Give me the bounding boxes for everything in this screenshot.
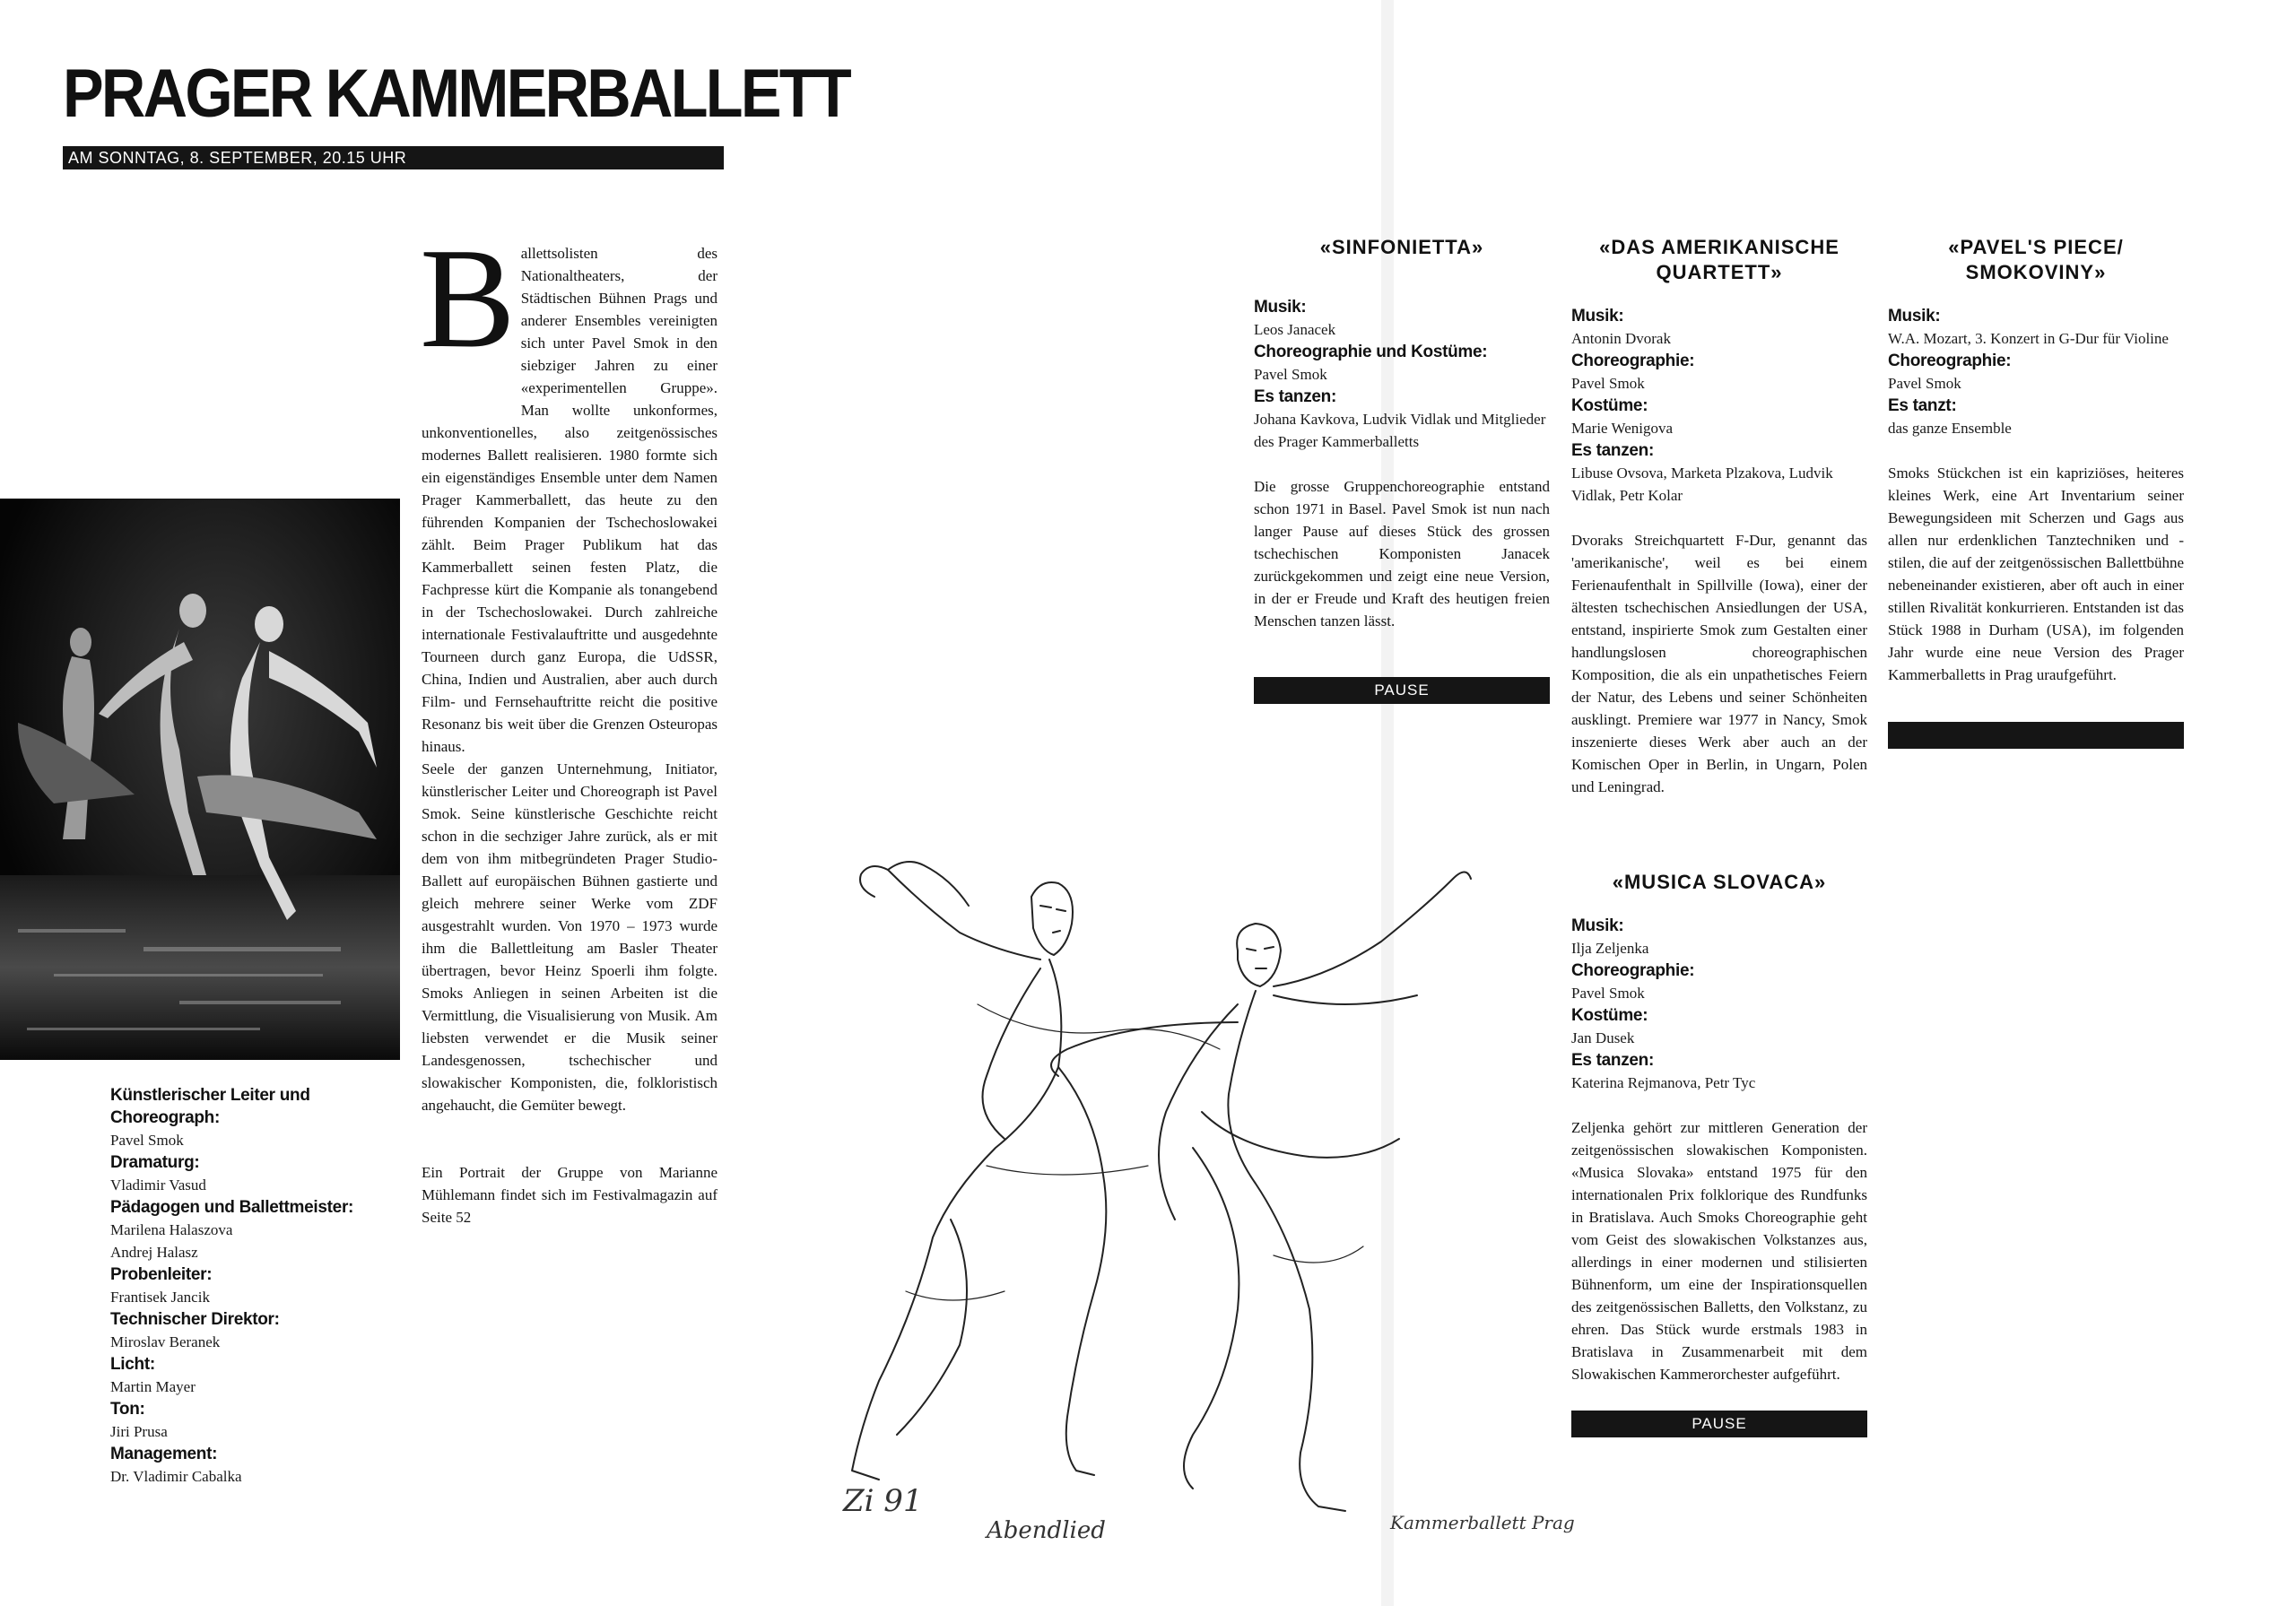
credit-label: Management: xyxy=(110,1445,218,1463)
date-bar: AM SONNTAG, 8. SEPTEMBER, 20.15 UHR xyxy=(63,146,724,169)
piece-title: «DAS AMERIKANISCHE QUARTETT» xyxy=(1599,236,1839,283)
field-value: Johana Kavkova, Ludvik Vidlak und Mitglieder des Prager Kammerballetts xyxy=(1254,411,1546,450)
field-value: Ilja Zeljenka xyxy=(1571,940,1649,957)
field-value: Leos Janacek xyxy=(1254,321,1336,338)
credit-label: Dramaturg: xyxy=(110,1153,200,1172)
dropcap: B xyxy=(420,218,516,378)
field-label: Choreographie und Kostüme: xyxy=(1254,343,1488,361)
field-label: Es tanzen: xyxy=(1254,387,1337,406)
field-value: Marie Wenigova xyxy=(1571,420,1674,437)
field-value: das ganze Ensemble xyxy=(1888,420,2012,437)
credit-value: Miroslav Beranek xyxy=(110,1333,221,1350)
piece-description: Smoks Stückchen ist ein kapriziöses, heiteres kleines Werk, eine Art Inventarium seiner Bewegungsideen mit Scherzen und Gags aus allen nur erdenklichen Tanztechniken und -stilen, die auf der zeitgenössischen Ballettbühne nebeneinander existieren, aber oft auch in einer stillen Rivalität konkurrieren. Entstanden ist das Stück 1988 in Durham (USA), im folgenden Jahr wurde eine neue Version des Prager Kammerballetts in Prag uraufgeführt. xyxy=(1888,464,2184,683)
field-value: Pavel Smok xyxy=(1571,985,1645,1002)
field-label: Musik: xyxy=(1888,307,1941,326)
pause-bar: PAUSE xyxy=(1571,1411,1867,1437)
field-value: Libuse Ovsova, Marketa Plzakova, Ludvik Vidlak, Petr Kolar xyxy=(1571,464,1833,504)
credit-value: Vladimir Vasud xyxy=(110,1176,206,1194)
field-value: Antonin Dvorak xyxy=(1571,330,1671,347)
piece-title: «MUSICA SLOVACA» xyxy=(1612,871,1827,893)
intro-text xyxy=(420,218,718,1116)
field-value: Katerina Rejmanova, Petr Tyc xyxy=(1571,1074,1756,1091)
field-label: Choreographie: xyxy=(1571,352,1695,370)
credit-value: Marilena Halaszova xyxy=(110,1221,233,1238)
portrait-note-text: Ein Portrait der Gruppe von Marianne Mühlemann findet sich im Festivalmagazin auf Seite 52 xyxy=(422,1164,718,1226)
credit-value: Martin Mayer xyxy=(110,1378,196,1395)
piece-sinfonietta xyxy=(1254,235,1550,704)
credit-value: Dr. Vladimir Cabalka xyxy=(110,1468,242,1485)
field-value: W.A. Mozart, 3. Konzert in G-Dur für Violine xyxy=(1888,330,2169,347)
credit-label: Ton: xyxy=(110,1400,145,1419)
credit-value: Andrej Halasz xyxy=(110,1244,198,1261)
piece-description: Die grosse Gruppenchoreographie entstand schon 1971 in Basel. Pavel Smok ist nun nach langer Pause auf dieses Stück des grossen tschechischen Komponisten Janacek zurückgekommen und zeigt eine neue Version, in der er Freude und Kraft des heutigen freien Menschen tanzen lässt. xyxy=(1254,478,1550,629)
credit-value: Pavel Smok xyxy=(110,1132,184,1149)
piece-title: «PAVEL'S PIECE/ SMOKOVINY» xyxy=(1948,236,2124,283)
credit-label: Probenleiter: xyxy=(110,1265,213,1284)
pause-bar: PAUSE xyxy=(1254,677,1550,704)
sketch-caption-right: Kammerballett Prag xyxy=(1390,1512,1575,1533)
sketch-signature: Zi 91 xyxy=(843,1483,923,1519)
credit-value: Jiri Prusa xyxy=(110,1423,168,1440)
credits-list xyxy=(110,1084,379,1488)
piece-slovaca xyxy=(1571,870,1867,1437)
field-value: Pavel Smok xyxy=(1888,375,1961,392)
field-label: Es tanzen: xyxy=(1571,441,1655,460)
black-bar xyxy=(1888,722,2184,749)
field-value: Pavel Smok xyxy=(1571,375,1645,392)
field-label: Es tanzen: xyxy=(1571,1051,1655,1070)
piece-description: Dvoraks Streichquartett F-Dur, genannt das 'amerikanische', weil es bei einem Ferienaufenthalt in Spillville (Iowa), einer der ältesten tschechischen Ansiedlungen der USA, entstand, inspirierte Smok zum Gestalten einer handlungslosen choreographischen Komposition, die als ein unpathetisches Feiern der Natur, des Lebens und seiner Schönheiten ausklingt. Premiere war 1977 in Nancy, Smok inszenierte dieses Werk aber auch an der Komischen Oper in Berlin, in Ungarn, Polen und Leningrad. xyxy=(1571,532,1867,795)
field-value: Pavel Smok xyxy=(1254,366,1327,383)
field-label: Es tanzt: xyxy=(1888,396,1957,415)
field-label: Choreographie: xyxy=(1571,961,1695,980)
credit-label: Künstlerischer Leiter und Choreograph: xyxy=(110,1086,310,1127)
dancers-sketch xyxy=(771,843,1605,1560)
intro-paragraph-1: allettsolisten des Nationaltheaters, der Städtischen Bühnen Prags und anderer Ensembles vereinigten sich unter Pavel Smok in den siebziger Jahren zu einer «experimentellen Gruppe». Man wollte unkonformes, unkonventionelles, also zeitgenössisches modernes Ballett realisieren. 1980 formte sich ein eigenständiges Ensemble unter dem Namen Prager Kammerballett, das heute zu den führenden Kompanien der Tschechoslowakei zählt. Beim Prager Publikum hat das Kammerballett seinen festen Platz, die Fachpresse kürt die Kompanie als tonangebend in der Tschechoslowakei. Durch zahlreiche internationale Festivalauftritte und ausgedehnte Tourneen durch ganz Europa, die UdSSR, China, Indien und Australien, aber auch durch Film- und Fernsehauftritte reicht die positive Resonanz bis weit über die Grenzen Osteuropas hinaus. xyxy=(422,245,718,755)
field-value: Jan Dusek xyxy=(1571,1029,1635,1046)
page-title: PRAGER KAMMERBALLETT xyxy=(63,56,849,132)
field-label: Choreographie: xyxy=(1888,352,2012,370)
credit-label: Pädagogen und Ballettmeister: xyxy=(110,1198,354,1217)
portrait-note xyxy=(422,1161,718,1228)
piece-quartett xyxy=(1571,235,1867,798)
field-label: Kostüme: xyxy=(1571,1006,1648,1025)
piece-title: «SINFONIETTA» xyxy=(1319,236,1484,258)
field-label: Kostüme: xyxy=(1571,396,1648,415)
credit-label: Technischer Direktor: xyxy=(110,1310,280,1329)
dancers-photo xyxy=(0,499,400,1060)
field-label: Musik: xyxy=(1254,298,1307,317)
piece-description: Zeljenka gehört zur mittleren Generation der zeitgenössischen slowakischen Komponisten. «Musica Slovaka» entstand 1975 für den internationalen Prix folklorique des Rundfunks in Bratislava. Auch Smoks Choreographie geht vom Geist des slowakischen Volkstanzes aus, allerdings in einer modernen und stilisierten Bühnenform, um eine der Inspirationsquellen des zeitgenössischen Balletts, den Volkstanz, zu ehren. Das Stück wurde erstmals 1983 in Bratislava in Zusammenarbeit mit dem Slowakischen Kammerorchester aufgeführt. xyxy=(1571,1119,1867,1383)
intro-paragraph-2: Seele der ganzen Unternehmung, Initiator, künstlerischer Leiter und Choreograph ist Pavel Smok. Seine künstlerische Geschichte reicht schon in die sechziger Jahre zurück, als er mit dem von ihm mitbegründeten Prager Studio-Ballett auf europäischen Bühnen gastierte und gleich mehrere seiner Werke vom ZDF ausgestrahlt wurden. Von 1970 – 1973 wurde ihm die Ballettleitung am Basler Theater übertragen, bevor Heinz Spoerli ihm folgte. Smoks Anliegen in seinen Arbeiten ist die Vermittlung, die Visualisierung von Musik. Am liebsten verwendet er die Musik seiner Landesgenossen, tschechischer und slowakischer Komponisten, die, folkloristisch angehaucht, die Gemüter bewegt. xyxy=(422,760,718,1114)
field-label: Musik: xyxy=(1571,916,1624,935)
field-label: Musik: xyxy=(1571,307,1624,326)
credit-label: Licht: xyxy=(110,1355,155,1374)
credit-value: Frantisek Jancik xyxy=(110,1289,210,1306)
piece-pavels-piece xyxy=(1888,235,2184,749)
sketch-caption-left: Abendlied xyxy=(987,1517,1106,1544)
